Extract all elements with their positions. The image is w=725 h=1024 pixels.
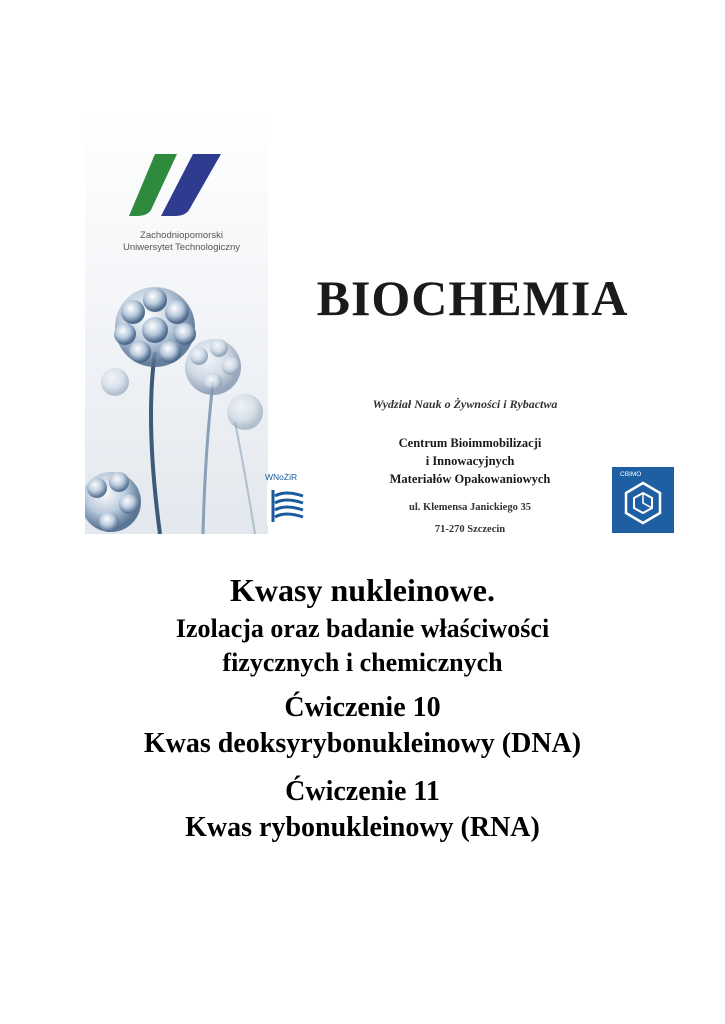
center-line1: Centrum Bioimmobilizacji	[398, 436, 542, 450]
exercise10-title: Ćwiczenie 10	[284, 692, 441, 723]
molecular-flower-illustration-icon	[85, 272, 268, 534]
center-logo-label: CBIMO	[620, 471, 642, 478]
faculty-logo	[265, 462, 309, 534]
banner-title: BIOCHEMIA	[316, 270, 629, 326]
exercise11-title: Ćwiczenie 11	[285, 776, 440, 807]
address-city: 71-270 Szczecin	[434, 524, 506, 535]
waves-icon	[267, 486, 307, 526]
center-line3: Materiałów Opakowaniowych	[389, 472, 551, 486]
exercise10-topic: Kwas deoksyrybonukleinowy (DNA)	[143, 728, 582, 759]
subheading-line2: fizycznych i chemicznych	[222, 648, 503, 677]
university-panel	[85, 112, 268, 534]
center-line2: i Innowacyjnych	[425, 454, 515, 468]
address-street: ul. Klemensa Janickiego 35	[409, 502, 531, 513]
hexagon-shield-icon	[623, 481, 663, 525]
research-center-name	[315, 434, 625, 488]
faculty-name: Wydział Nauk o Żywności i Rybactwa	[372, 397, 558, 411]
university-name-line2: Uniwersytet Technologiczny	[122, 242, 241, 253]
document-headings	[0, 568, 725, 846]
faculty-logo-label: WNoŻiR	[265, 472, 298, 482]
center-logo	[612, 467, 674, 533]
exercise11-topic: Kwas rybonukleinowy (RNA)	[185, 812, 540, 843]
subheading-line1: Izolacja oraz badanie właściwości	[175, 614, 550, 643]
university-name	[99, 230, 264, 254]
university-name-line1: Zachodniopomorski	[140, 230, 223, 241]
cover-banner	[85, 112, 675, 537]
main-heading: Kwasy nukleinowe.	[230, 572, 495, 608]
zut-logo-icon	[125, 152, 225, 218]
address	[315, 497, 625, 541]
